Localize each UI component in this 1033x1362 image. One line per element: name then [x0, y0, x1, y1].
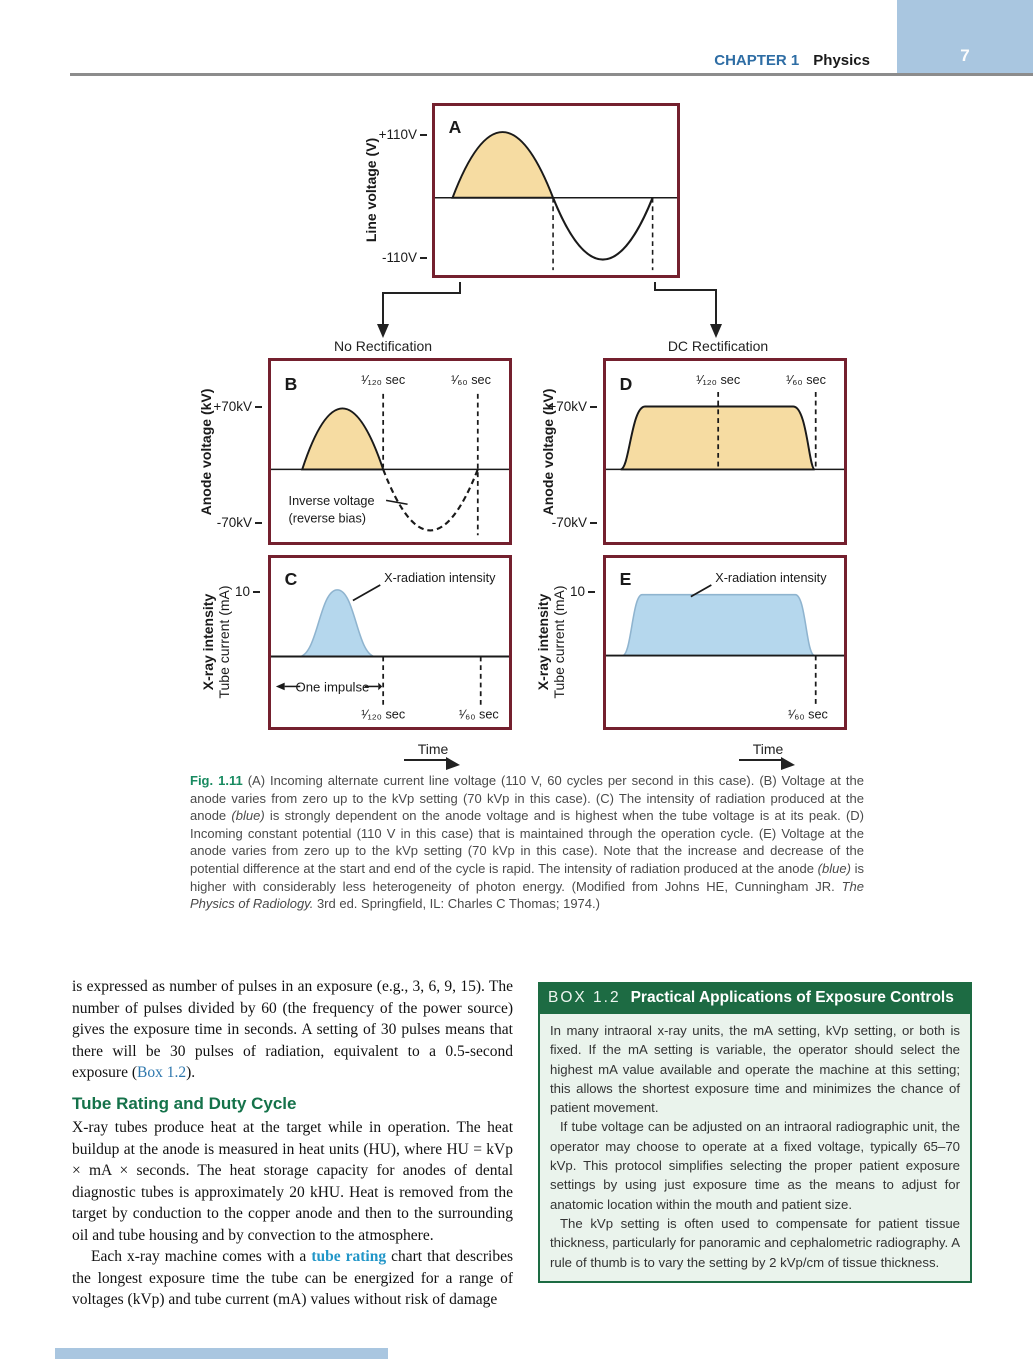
paragraph-text: is expressed as number of pulses in an exposure (e.g., 3, 6, 9, 15). The number of pulses divided by 60 (the frequency of the power source) gives the exposure time in seconds. A setting of 30 pulses means that there will be 30 pulses of radiation, equivalent to a 0.5-second exposure (: [72, 978, 513, 1081]
panel-e-y-axis-bold: X-ray intensity: [535, 593, 551, 691]
panel-d-tick-top: +70kV: [529, 399, 597, 414]
paragraph: [72, 1246, 513, 1311]
box-label: BOX 1.2: [548, 989, 621, 1006]
box-paragraph: If tube voltage can be adjusted on an intraoral radiographic unit, the operator may choose to operate at a fixed voltage, typically 65–70 kVp. This protocol simplifies selecting the proper patient exposure settings by using just exposure time as the means to adjust for anatomic location within the mouth and patient size.: [550, 1119, 960, 1212]
panel-c-tick: 10: [192, 584, 260, 599]
panel-c-y-axis-label: [200, 585, 232, 698]
arrow-left-icon: [276, 683, 285, 691]
time-label: Time: [752, 741, 784, 757]
inverse-voltage-label-1: Inverse voltage: [288, 494, 375, 509]
box-body: [538, 1014, 972, 1283]
box-title: Practical Applications of Exposure Controls: [630, 989, 954, 1006]
arrow-down-icon: [710, 324, 722, 338]
paragraph-text: chart that describes the longest exposure time the tube can be energized for a range of voltages (kVp) and tube current (mA) values without risk of damage: [72, 1248, 514, 1308]
box-paragraph: The kVp setting is often used to compensate for patient tissue thickness, particularly for panoramic and cephalometric radiography. A rule of thumb is to vary the setting by 2 kVp/cm of tissue thickness.: [550, 1215, 960, 1270]
panel-a: [432, 103, 680, 278]
caption-text: 3rd ed. Springfield, IL: Charles C Thomas; 1974.): [313, 896, 600, 912]
article-column: [72, 976, 513, 1311]
time-mark-120: ¹⁄₁₂₀ sec: [361, 707, 406, 722]
panel-b: [268, 358, 512, 545]
box-1-2: [538, 982, 972, 1283]
sine-negative-half: [553, 198, 653, 260]
panel-letter: A: [448, 117, 462, 138]
running-header: [500, 52, 870, 69]
panel-a-y-axis-label: Line voltage (V): [363, 137, 379, 243]
time-arrow-icon: [739, 757, 797, 771]
page-number-tab: [897, 0, 1033, 74]
panel-b-tick-top: +70kV: [194, 399, 262, 414]
panel-letter: D: [619, 374, 633, 395]
caption-italic: (blue): [231, 808, 265, 824]
footer-accent-bar: [55, 1348, 388, 1359]
panel-d: [603, 358, 847, 545]
time-label: Time: [417, 741, 449, 757]
paragraph-text: Each x-ray machine comes with a: [91, 1248, 312, 1265]
panel-d-tick-bottom: -70kV: [529, 515, 597, 530]
time-arrow-icon: [404, 757, 462, 771]
box-paragraph: In many intraoral x-ray units, the mA setting, kVp setting, or both is fixed. If the mA setting is variable, the operator should select the highest mA value available and operate the machine at this setting; this allows the shortest exposure time and minimizes the chance of patient movement.: [550, 1023, 960, 1116]
chapter-title: Physics: [813, 52, 870, 69]
paragraph-text: ).: [186, 1064, 196, 1081]
caption-text: is strongly dependent on the anode voltage and is highest when the tube voltage is at its peak. (D) Incoming constant potential (110 V in this case) that is maintained through the operation cycle. (E) Voltage at the anode varies from zero up to the kVp setting (70 kVp in this case). Note that the increase and decrease of the potential difference at the start and end of the cycle is rapid. The intensity of radiation produced at the anode: [190, 808, 864, 876]
panel-e-y-axis-label: [535, 585, 567, 698]
panel-c-y-axis-sub: Tube current (mA): [216, 585, 232, 699]
panel-c: [268, 555, 512, 730]
panel-b-tick-bottom: -70kV: [194, 515, 262, 530]
section-heading: Tube Rating and Duty Cycle: [72, 1093, 297, 1113]
caption-text: is higher with considerably less heterogeneity of photon energy. (Modified from Johns HE, Cunningham JR.: [190, 860, 864, 894]
panel-letter: E: [619, 569, 632, 590]
box-header: [538, 982, 972, 1014]
panel-c-y-axis-bold: X-ray intensity: [200, 593, 216, 691]
panel-a-tick-top: +110V: [359, 127, 427, 142]
branch-label-left: No Rectification: [333, 338, 433, 354]
time-axis-left: [402, 741, 464, 774]
panel-letter: B: [284, 374, 298, 395]
caption-text: (A) Incoming alternate current line voltage (110 V, 60 cycles per second in this case). (B) Voltage at the anode varies from zero up to the kVp setting (70 kVp in this case). (C) The intensity of radiation produced at the anode: [190, 773, 864, 824]
intensity-label: X-radiation intensity: [384, 571, 496, 586]
annotation-pointer: [353, 585, 380, 600]
xray-plateau: [623, 595, 815, 656]
time-mark-60: ¹⁄₆₀ sec: [787, 707, 828, 722]
panel-letter: C: [284, 569, 298, 590]
time-mark-60: ¹⁄₆₀ sec: [450, 373, 491, 388]
page-number: 7: [960, 46, 970, 65]
paragraph: X-ray tubes produce heat at the target while in operation. The heat buildup at the anode is measured in heat units (HU), where HU = kVp × mA × seconds. The heat storage capacity for anodes of dental diagnostic tubes is approximately 20 kHU. Heat is removed from the target by conduction to the copper anode and then to the surrounding oil and tube housing and by convection to the atmosphere.: [72, 1119, 513, 1244]
figure-caption: [190, 772, 864, 913]
intensity-label: X-radiation intensity: [715, 571, 827, 586]
panel-e: [603, 555, 847, 730]
panel-d-y-axis-label: Anode voltage (kV): [540, 388, 556, 516]
tube-rating-link[interactable]: tube rating: [311, 1248, 387, 1265]
panel-e-y-axis-sub: Tube current (mA): [551, 585, 567, 699]
inverse-voltage-curve: [383, 469, 478, 530]
time-mark-120: ¹⁄₁₂₀ sec: [361, 373, 406, 388]
header-rule: [70, 73, 1033, 76]
branch-arrows: [370, 280, 730, 342]
time-mark-120: ¹⁄₁₂₀ sec: [696, 373, 741, 388]
time-mark-60: ¹⁄₆₀ sec: [785, 373, 826, 388]
panel-b-y-axis-label: Anode voltage (kV): [198, 388, 214, 516]
arrow-down-icon: [377, 324, 389, 338]
caption-italic: (blue): [817, 860, 851, 876]
panel-e-tick: 10: [527, 584, 595, 599]
one-impulse-label: One impulse: [295, 679, 370, 695]
anode-voltage-pulse: [302, 408, 383, 469]
arrow-right-icon: [378, 683, 382, 691]
inverse-voltage-label-2: (reverse bias): [288, 511, 367, 526]
xray-impulse: [300, 590, 374, 657]
time-mark-60: ¹⁄₆₀ sec: [458, 707, 499, 722]
caption-book-title: The Physics of Radiology.: [190, 878, 864, 912]
figure-label: Fig. 1.11: [190, 773, 243, 788]
sine-positive-half: [453, 132, 554, 198]
branch-label-right: DC Rectification: [667, 338, 769, 354]
chapter-label: CHAPTER 1: [714, 52, 800, 69]
paragraph: [72, 976, 513, 1084]
box-1-2-link[interactable]: Box 1.2: [137, 1064, 187, 1081]
panel-a-tick-bottom: -110V: [359, 250, 427, 265]
time-axis-right: [737, 741, 799, 774]
